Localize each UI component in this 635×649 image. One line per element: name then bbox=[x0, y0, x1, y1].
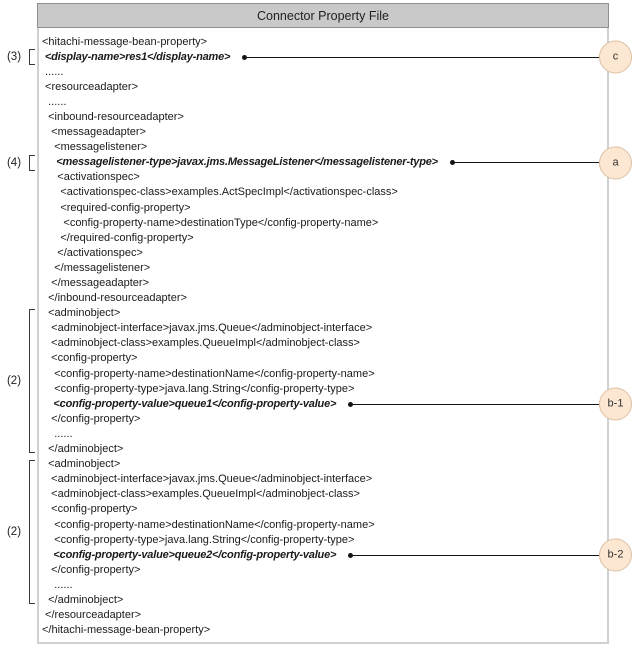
code-text: <config-property-name>destinationName</config-property-name> bbox=[42, 367, 375, 380]
code-text: <adminobject-class>examples.QueueImpl</adminobject-class> bbox=[42, 488, 360, 501]
code-line bbox=[42, 487, 601, 502]
code-line bbox=[42, 110, 601, 125]
code-text: <config-property-value>queue2</config-property-value> bbox=[42, 548, 337, 561]
code-text: </adminobject> bbox=[42, 593, 124, 606]
callout-circle-a: a bbox=[599, 146, 632, 179]
code-text: <config-property> bbox=[42, 503, 138, 516]
code-text: ...... bbox=[42, 578, 73, 591]
code-line bbox=[42, 367, 601, 382]
code-line bbox=[42, 427, 601, 442]
connector-line bbox=[247, 57, 607, 58]
code-text: <config-property-name>destinationName</config-property-name> bbox=[42, 518, 375, 531]
code-line bbox=[42, 578, 601, 593]
annotation-bracket bbox=[29, 155, 35, 171]
code-text: ...... bbox=[42, 65, 64, 78]
annotation-label: (2) bbox=[6, 525, 22, 538]
code-line bbox=[42, 306, 601, 321]
code-text: <config-property-type>java.lang.String</config-property-type> bbox=[42, 382, 355, 395]
code-text: </resourceadapter> bbox=[42, 609, 142, 622]
code-line bbox=[42, 351, 601, 366]
callout-circle-c: c bbox=[599, 41, 632, 74]
code-line bbox=[42, 80, 601, 95]
code-line bbox=[42, 336, 601, 351]
code-text: </messageadapter> bbox=[42, 277, 150, 289]
code-text: <config-property-value>queue1</config-property-value> bbox=[42, 397, 337, 410]
code-text: </inbound-resourceadapter> bbox=[42, 292, 187, 305]
code-line bbox=[42, 140, 601, 155]
annotation-bracket bbox=[29, 49, 35, 65]
code-line bbox=[42, 548, 624, 563]
code-text: </config-property> bbox=[42, 563, 141, 576]
code-line bbox=[42, 155, 619, 170]
code-line bbox=[42, 472, 601, 487]
code-text: </adminobject> bbox=[42, 443, 124, 456]
code-line bbox=[42, 397, 624, 412]
code-line bbox=[42, 412, 601, 427]
code-text: <adminobject> bbox=[42, 458, 121, 471]
code-text: </config-property> bbox=[42, 412, 141, 425]
box-title: Connector Property File bbox=[256, 8, 389, 23]
code-line bbox=[42, 216, 601, 231]
callout-circle-b-1: b-1 bbox=[599, 388, 632, 421]
code-line bbox=[42, 382, 601, 397]
annotation-label: (3) bbox=[6, 51, 22, 64]
code-line bbox=[42, 518, 601, 533]
connector-property-file-box bbox=[37, 3, 624, 644]
code-area bbox=[39, 28, 624, 642]
code-line bbox=[42, 231, 601, 246]
code-text: <messageadapter> bbox=[42, 126, 146, 139]
code-text: <resourceadapter> bbox=[42, 80, 139, 93]
connector-line bbox=[455, 162, 607, 163]
code-line bbox=[42, 442, 601, 457]
code-line bbox=[42, 276, 601, 291]
code-text: <config-property-name>destinationType</config-property-name> bbox=[42, 216, 379, 229]
code-text: </hitachi-message-bean-property> bbox=[42, 624, 211, 637]
code-line bbox=[42, 185, 601, 200]
annotation-bracket bbox=[29, 309, 35, 453]
code-text: <activationspec-class>examples.ActSpecImpl</activationspec-class> bbox=[42, 186, 398, 199]
code-line bbox=[42, 563, 601, 578]
code-line bbox=[42, 457, 601, 472]
code-text: <config-property-type>java.lang.String</config-property-type> bbox=[42, 533, 355, 546]
box-header bbox=[37, 3, 609, 28]
code-line bbox=[42, 170, 601, 185]
code-text: </messagelistener> bbox=[42, 261, 151, 274]
code-text: <messagelistener> bbox=[42, 141, 148, 154]
annotation-label: (4) bbox=[6, 156, 22, 169]
code-text: <activationspec> bbox=[42, 171, 140, 184]
code-text: </activationspec> bbox=[42, 246, 143, 259]
annotation-bracket bbox=[29, 460, 35, 604]
code-text: <messagelistener-type>javax.jms.MessageListener</messagelistener-type> bbox=[42, 156, 438, 169]
code-text: <inbound-resourceadapter> bbox=[42, 110, 184, 123]
code-text: ...... bbox=[42, 427, 73, 440]
annotation-label: (2) bbox=[6, 374, 22, 387]
connector-line bbox=[353, 404, 607, 405]
callout-circle-b-2: b-2 bbox=[599, 539, 632, 572]
code-text: <adminobject-interface>javax.jms.Queue</adminobject-interface> bbox=[42, 473, 373, 486]
code-line bbox=[42, 201, 601, 216]
code-text: <config-property> bbox=[42, 352, 138, 365]
code-text: </required-config-property> bbox=[42, 231, 194, 244]
code-text: <display-name>res1</display-name> bbox=[42, 50, 231, 63]
code-line bbox=[42, 261, 601, 276]
code-line bbox=[42, 593, 601, 608]
left-annotations bbox=[0, 0, 37, 649]
code-line bbox=[42, 50, 619, 65]
connector-line bbox=[353, 555, 607, 556]
code-line bbox=[42, 623, 601, 638]
code-line bbox=[42, 321, 601, 336]
code-line bbox=[42, 502, 601, 517]
code-line bbox=[42, 533, 601, 548]
code-line bbox=[42, 65, 601, 80]
code-text: ...... bbox=[42, 95, 67, 108]
code-line bbox=[42, 35, 601, 50]
code-text: <adminobject> bbox=[42, 307, 121, 320]
code-text: <adminobject-class>examples.QueueImpl</adminobject-class> bbox=[42, 337, 360, 350]
code-line bbox=[42, 246, 601, 261]
code-text: <adminobject-interface>javax.jms.Queue</adminobject-interface> bbox=[42, 322, 373, 335]
code-text: <hitachi-message-bean-property> bbox=[42, 35, 208, 48]
code-line bbox=[42, 608, 601, 623]
code-text: <required-config-property> bbox=[42, 201, 191, 214]
code-line bbox=[42, 95, 601, 110]
code-line bbox=[42, 291, 601, 306]
code-line bbox=[42, 125, 601, 140]
